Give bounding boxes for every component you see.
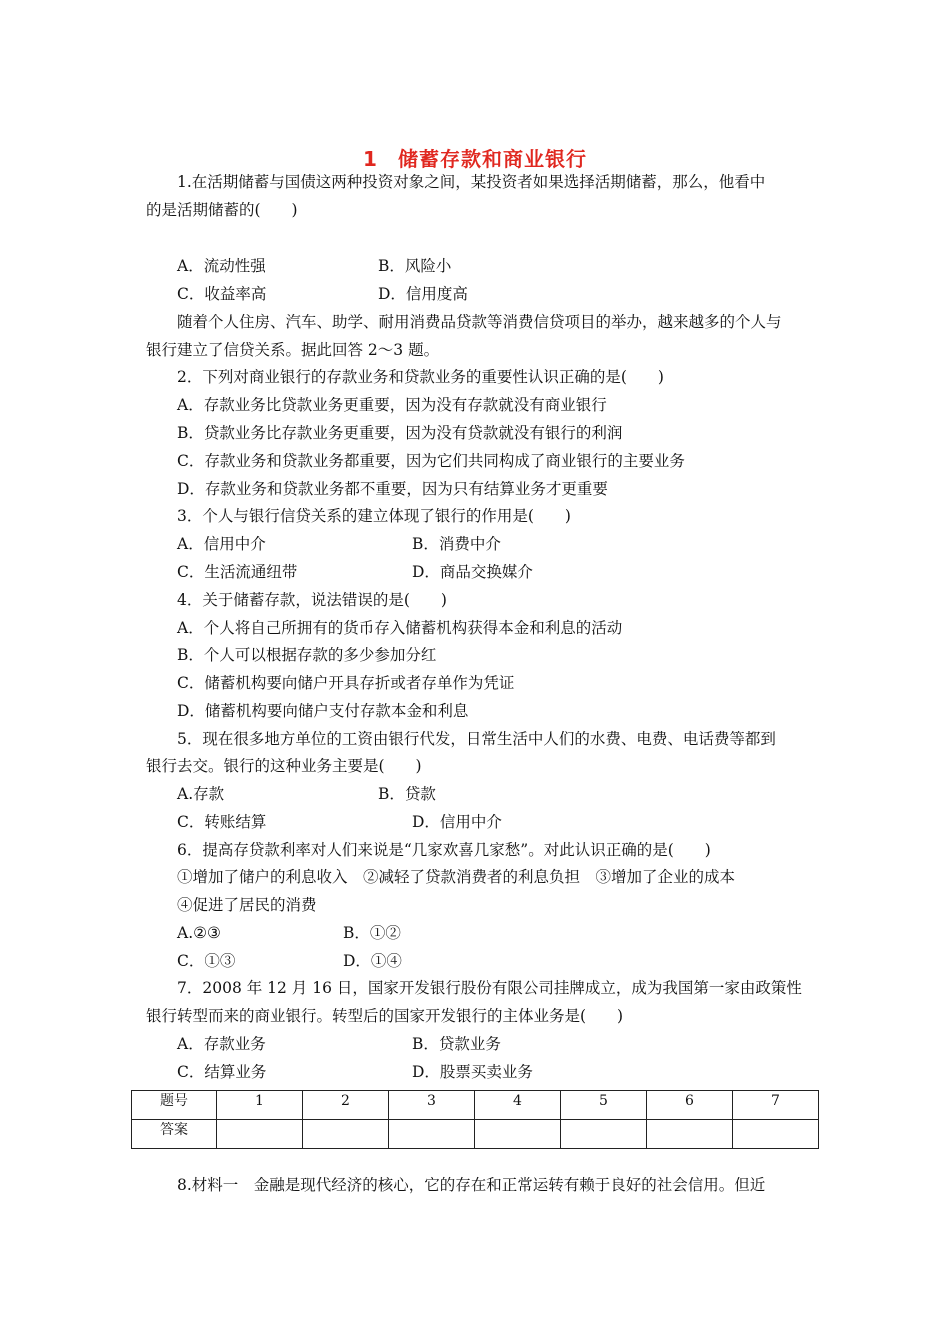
answer-table (131, 1090, 819, 1149)
q8-line1: 8.材料一 金融是现代经济的核心，它的存在和正常运转有赖于良好的社会信用。但近 (177, 1176, 766, 1194)
q1-option-c: C．收益率高 (177, 285, 267, 303)
intro-line2: 银行建立了信贷关系。据此回答 2～3 题。 (146, 341, 440, 359)
q4-option-b: B．个人可以根据存款的多少参加分红 (177, 646, 437, 664)
q4-option-c: C．储蓄机构要向储户开具存折或者存单作为凭证 (177, 674, 515, 692)
q5-line2: 银行去交。银行的这种业务主要是( ) (146, 757, 422, 775)
q3-option-d: D．商品交换媒介 (412, 563, 533, 581)
q3-option-a: A．信用中介 (177, 535, 266, 553)
q2-option-b: B．贷款业务比存款业务更重要，因为没有贷款就没有银行的利润 (177, 424, 623, 442)
q3-option-c: C．生活流通纽带 (177, 563, 298, 581)
question-number-cell: 1 (217, 1091, 303, 1120)
q6-option-b: B．①② (343, 924, 401, 942)
question-number-cell: 3 (389, 1091, 475, 1120)
q7-option-b: B．贷款业务 (412, 1035, 501, 1053)
page-title (0, 143, 950, 172)
answer-cell[interactable] (389, 1120, 475, 1149)
q7-option-c: C．结算业务 (177, 1063, 267, 1081)
question-number-cell: 7 (733, 1091, 819, 1120)
answer-header: 答案 (132, 1120, 217, 1149)
q5-line1: 5．现在很多地方单位的工资由银行代发，日常生活中人们的水费、电费、电话费等都到 (177, 730, 776, 748)
q1-option-d: D．信用度高 (378, 285, 468, 303)
q6-option-d: D．①④ (343, 952, 402, 970)
q6-items-line2: ④促进了居民的消费 (177, 896, 317, 914)
q4-stem: 4．关于储蓄存款，说法错误的是( ) (177, 591, 447, 609)
q2-option-a: A．存款业务比贷款业务更重要，因为没有存款就没有商业银行 (177, 396, 607, 414)
table-row (132, 1091, 819, 1120)
q6-stem: 6．提高存贷款利率对人们来说是“几家欢喜几家愁”。对此认识正确的是( ) (177, 841, 711, 859)
q5-option-b: B．贷款 (378, 785, 436, 803)
answer-cell[interactable] (733, 1120, 819, 1149)
table-row (132, 1120, 819, 1149)
q3-option-b: B．消费中介 (412, 535, 501, 553)
q1-line2: 的是活期储蓄的( ) (146, 201, 298, 219)
q7-line2: 银行转型而来的商业银行。转型后的国家开发银行的主体业务是( ) (146, 1007, 624, 1025)
q2-option-c: C．存款业务和贷款业务都重要，因为它们共同构成了商业银行的主要业务 (177, 452, 685, 470)
q4-option-a: A．个人将自己所拥有的货币存入储蓄机构获得本金和利息的活动 (177, 619, 623, 637)
q1-option-b: B．风险小 (378, 257, 452, 275)
q5-option-a: A.存款 (177, 785, 225, 803)
q1-line1: 1.在活期储蓄与国债这两种投资对象之间，某投资者如果选择活期储蓄，那么，他看中 (177, 173, 766, 191)
q1-option-a: A．流动性强 (177, 257, 266, 275)
question-number-cell: 2 (303, 1091, 389, 1120)
q5-option-c: C．转账结算 (177, 813, 267, 831)
q6-items-line1: ①增加了储户的利息收入 ②减轻了贷款消费者的利息负担 ③增加了企业的成本 (177, 868, 736, 886)
question-number-cell: 4 (475, 1091, 561, 1120)
q6-option-a: A.②③ (177, 924, 221, 942)
question-number-header: 题号 (132, 1091, 217, 1120)
q6-option-c: C．①③ (177, 952, 236, 970)
answer-cell[interactable] (217, 1120, 303, 1149)
q7-option-d: D．股票买卖业务 (412, 1063, 533, 1081)
title-text: 储蓄存款和商业银行 (397, 147, 587, 171)
q5-option-d: D．信用中介 (412, 813, 502, 831)
q2-option-d: D．存款业务和贷款业务都不重要，因为只有结算业务才更重要 (177, 480, 608, 498)
answer-cell[interactable] (647, 1120, 733, 1149)
intro-line1: 随着个人住房、汽车、助学、耐用消费品贷款等消费信贷项目的举办，越来越多的个人与 (177, 313, 782, 331)
question-number-cell: 5 (561, 1091, 647, 1120)
q7-line1: 7．2008 年 12 月 16 日，国家开发银行股份有限公司挂牌成立，成为我国第一家由政策性 (177, 979, 802, 997)
q7-option-a: A．存款业务 (177, 1035, 266, 1053)
q4-option-d: D．储蓄机构要向储户支付存款本金和利息 (177, 702, 469, 720)
q2-stem: 2．下列对商业银行的存款业务和贷款业务的重要性认识正确的是( ) (177, 368, 664, 386)
answer-cell[interactable] (303, 1120, 389, 1149)
answer-cell[interactable] (475, 1120, 561, 1149)
answer-cell[interactable] (561, 1120, 647, 1149)
title-number: 1 (363, 147, 378, 171)
q3-stem: 3．个人与银行信贷关系的建立体现了银行的作用是( ) (177, 507, 571, 525)
question-number-cell: 6 (647, 1091, 733, 1120)
